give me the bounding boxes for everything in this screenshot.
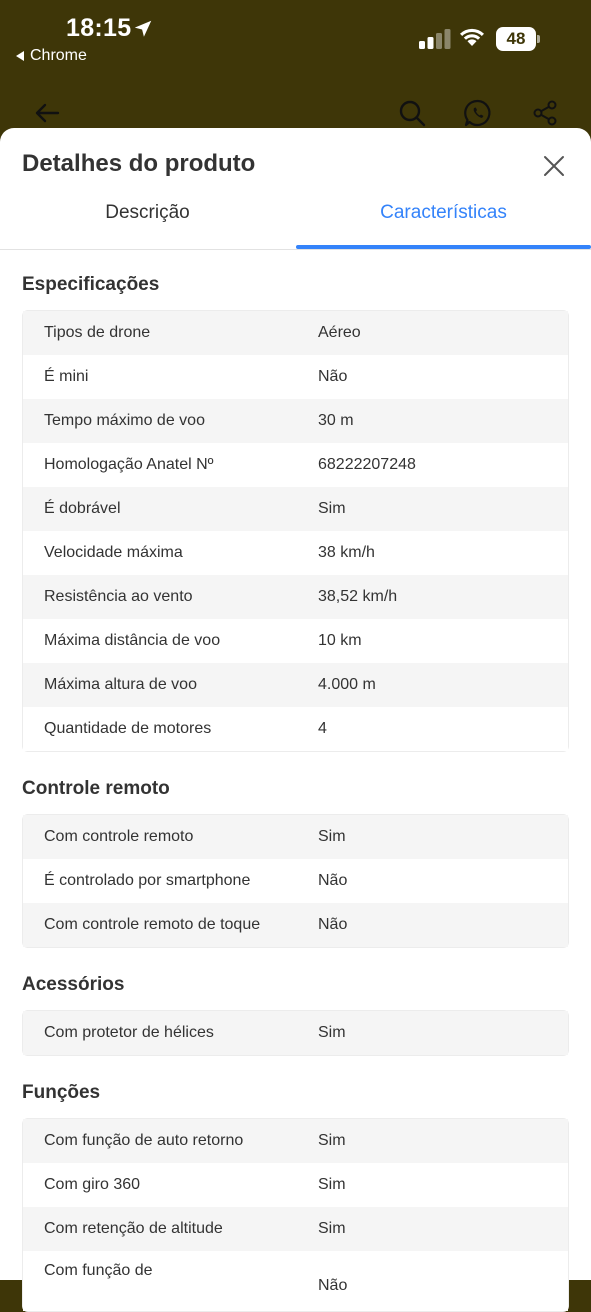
spec-name: Quantidade de motores [44, 720, 212, 737]
table-row [23, 575, 568, 619]
table-row [23, 815, 568, 859]
back-to-app-link[interactable] [16, 47, 87, 65]
spec-name: Com protetor de hélices [44, 1024, 214, 1041]
cellular-signal-icon [419, 28, 451, 50]
spec-name: Máxima altura de voo [44, 676, 197, 693]
table-row [23, 311, 568, 355]
tab-bar [0, 192, 591, 250]
spec-name: Resistência ao vento [44, 588, 193, 605]
section-title-acessorios: Acessórios [22, 974, 125, 995]
spec-value: 38,52 km/h [318, 588, 398, 605]
spec-value: 30 m [318, 412, 354, 429]
share-icon[interactable] [530, 98, 560, 128]
spec-value: Sim [318, 828, 346, 845]
spec-value: Não [318, 1277, 348, 1294]
tab-descricao[interactable]: Descrição [105, 202, 190, 223]
spec-name: Com controle remoto [44, 828, 194, 845]
table-row [23, 443, 568, 487]
spec-name: É mini [44, 368, 89, 385]
table-row [23, 1119, 568, 1163]
spec-value: Sim [318, 1024, 346, 1041]
table-row [23, 1011, 568, 1055]
tab-caracteristicas[interactable]: Características [380, 202, 507, 223]
battery-tip [537, 35, 540, 43]
table-row [23, 1207, 568, 1251]
table-row [23, 619, 568, 663]
spec-table-controle-remoto [22, 814, 569, 948]
spec-name: Tempo máximo de voo [44, 412, 205, 429]
table-row [23, 399, 568, 443]
spec-name: Velocidade máxima [44, 544, 183, 561]
spec-name: Com função de [44, 1262, 153, 1279]
table-row [23, 531, 568, 575]
search-icon[interactable] [397, 98, 427, 128]
back-app-label: Chrome [30, 47, 87, 64]
spec-value: Sim [318, 1176, 346, 1193]
battery-indicator [496, 27, 540, 51]
back-triangle-icon [16, 51, 24, 61]
spec-name: Tipos de drone [44, 324, 151, 341]
spec-name: Homologação Anatel Nº [44, 456, 214, 473]
spec-name: É dobrável [44, 500, 121, 517]
spec-name: Com giro 360 [44, 1176, 141, 1193]
spec-value: Não [318, 368, 348, 385]
close-icon[interactable] [542, 154, 566, 178]
spec-name: Máxima distância de voo [44, 632, 221, 649]
table-row [23, 1163, 568, 1207]
spec-name: Com função de auto retorno [44, 1132, 244, 1149]
spec-value: Não [318, 916, 348, 933]
table-row [23, 487, 568, 531]
spec-value: Sim [318, 1220, 346, 1237]
spec-table-funcoes [22, 1118, 569, 1312]
section-title-controle-remoto: Controle remoto [22, 778, 170, 799]
whatsapp-share-icon[interactable] [463, 98, 493, 128]
spec-value: 4 [318, 720, 327, 737]
spec-name: Com retenção de altitude [44, 1220, 223, 1237]
spec-value: 10 km [318, 632, 362, 649]
spec-value: 4.000 m [318, 676, 376, 693]
back-arrow-icon[interactable] [32, 98, 62, 128]
status-time: 18:15 [66, 14, 132, 42]
spec-value: Não [318, 872, 348, 889]
table-row [23, 859, 568, 903]
battery-level: 48 [496, 27, 536, 51]
spec-value: Aéreo [318, 324, 361, 341]
characteristics-content [0, 250, 591, 1312]
spec-value: 68222207248 [318, 456, 416, 473]
table-row [23, 903, 568, 947]
section-title-especificacoes: Especificações [22, 274, 160, 295]
spec-table-especificacoes [22, 310, 569, 752]
location-arrow-icon [132, 18, 154, 40]
spec-table-acessorios [22, 1010, 569, 1056]
spec-name: Com controle remoto de toque [44, 916, 261, 933]
product-details-sheet [0, 128, 591, 1294]
app-toolbar [0, 72, 591, 132]
section-title-funcoes: Funções [22, 1082, 101, 1103]
spec-name: É controlado por smartphone [44, 872, 251, 889]
spec-value: Sim [318, 500, 346, 517]
active-tab-indicator [296, 245, 591, 249]
spec-value: Sim [318, 1132, 346, 1149]
spec-value: 38 km/h [318, 544, 375, 561]
table-row [23, 707, 568, 751]
table-row [23, 1251, 568, 1311]
wifi-icon [458, 26, 486, 48]
sheet-title: Detalhes do produto [22, 150, 256, 177]
status-bar [0, 0, 591, 72]
table-row [23, 663, 568, 707]
table-row [23, 355, 568, 399]
